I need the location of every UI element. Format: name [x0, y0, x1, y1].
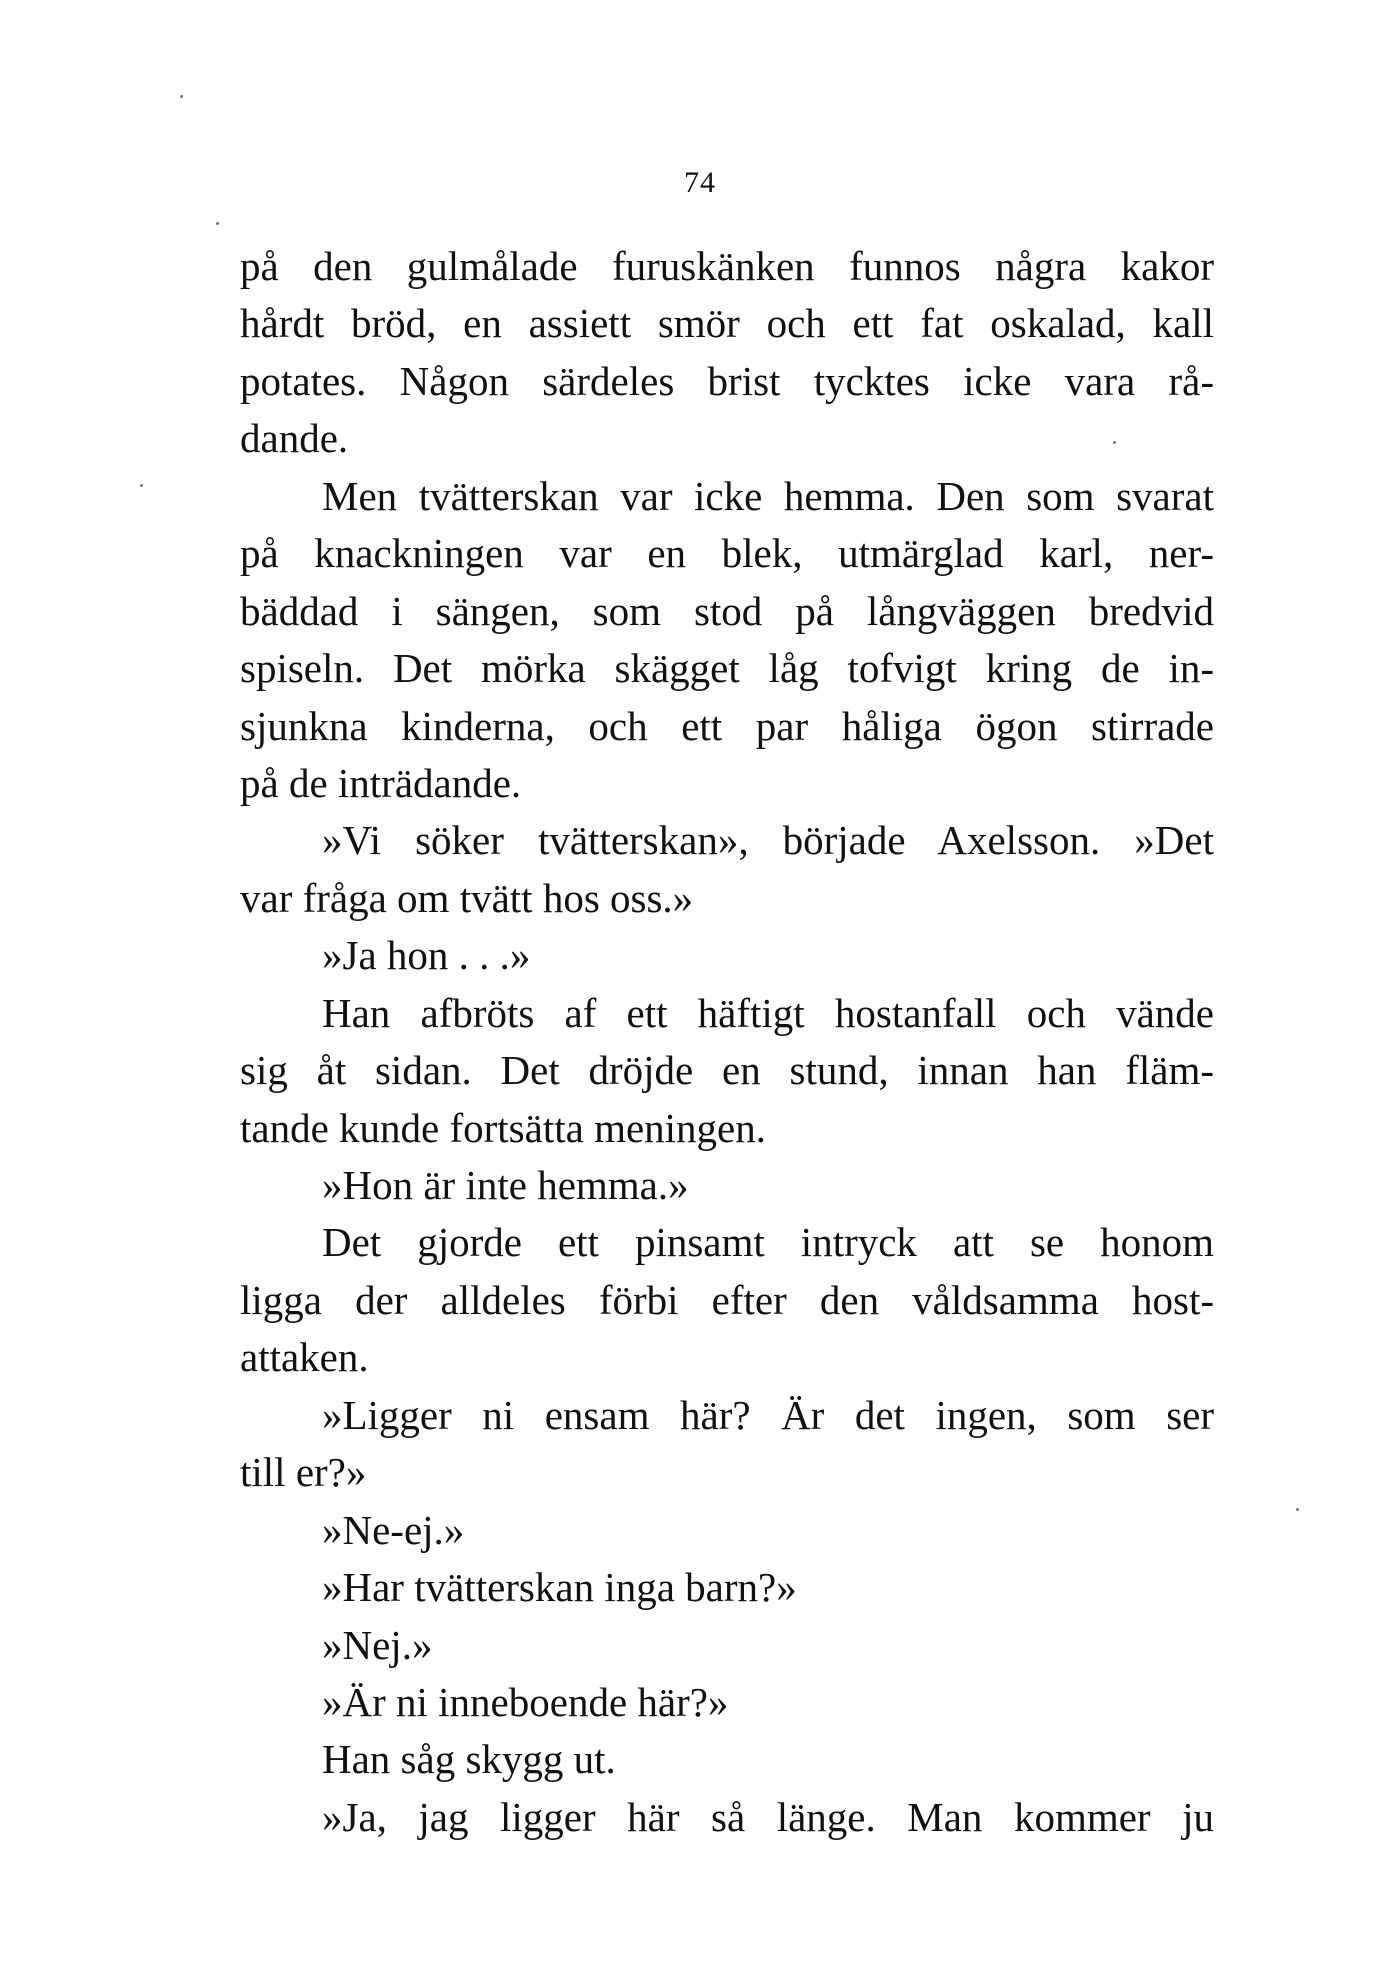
text-line: »Ne-ej.»: [322, 1506, 465, 1553]
text-line: tande kunde fortsätta meningen.: [240, 1104, 766, 1151]
text-line: Det gjorde ett pinsamt intryck att se honom: [322, 1219, 1214, 1266]
text-line: dande.: [240, 415, 349, 462]
text-line: »Ligger ni ensam här? Är det ingen, som ser: [322, 1391, 1214, 1438]
scan-speck: [140, 484, 143, 487]
text-line: var fråga om tvätt hos oss.»: [240, 874, 694, 921]
text-line: Han såg skygg ut.: [322, 1736, 616, 1783]
text-line: Men tvätterskan var icke hemma. Den som svarat: [322, 472, 1214, 519]
text-line: bäddad i sängen, som stod på långväggen bredvid: [240, 587, 1214, 634]
text-line: »Vi söker tvätterskan», började Axelsson. »Det: [322, 817, 1214, 864]
text-line: »Hon är inte hemma.»: [322, 1162, 689, 1208]
text-line: »Ja, jag ligger här så länge. Man kommer ju: [322, 1793, 1214, 1840]
text-line: »Ja hon . . .»: [322, 932, 531, 979]
text-line: sig åt sidan. Det dröjde en stund, innan han fläm-: [240, 1047, 1214, 1094]
text-line: på knackningen var en blek, utmärglad karl, ner-: [240, 530, 1214, 577]
text-line: till er?»: [240, 1449, 367, 1496]
text-line: hårdt bröd, en assiett smör och ett fat oskalad, kall: [240, 300, 1214, 347]
text-line: på de inträdande.: [240, 759, 522, 806]
scan-speck: [180, 95, 183, 98]
scan-speck: [216, 222, 219, 225]
body-text: [240, 238, 1214, 1846]
text-line: Han afbröts af ett häftigt hostanfall och vände: [322, 989, 1214, 1036]
text-line: sjunkna kinderna, och ett par håliga ögon stirrade: [240, 702, 1214, 749]
scan-speck: [1296, 1508, 1299, 1511]
text-line: »Har tvätterskan inga barn?»: [322, 1564, 797, 1611]
text-line: potates. Någon särdeles brist tycktes icke vara rå-: [240, 357, 1214, 404]
text-line: »Nej.»: [322, 1621, 433, 1668]
text-line: »Är ni inneboende här?»: [322, 1678, 729, 1725]
text-line: ligga der alldeles förbi efter den våldsamma host-: [240, 1276, 1214, 1323]
text-line: attaken.: [240, 1334, 369, 1381]
text-line: på den gulmålade furuskänken funnos några kakor: [240, 243, 1214, 289]
text-line: spiseln. Det mörka skägget låg tofvigt kring de in-: [240, 645, 1214, 692]
page-number: 74: [684, 166, 716, 199]
